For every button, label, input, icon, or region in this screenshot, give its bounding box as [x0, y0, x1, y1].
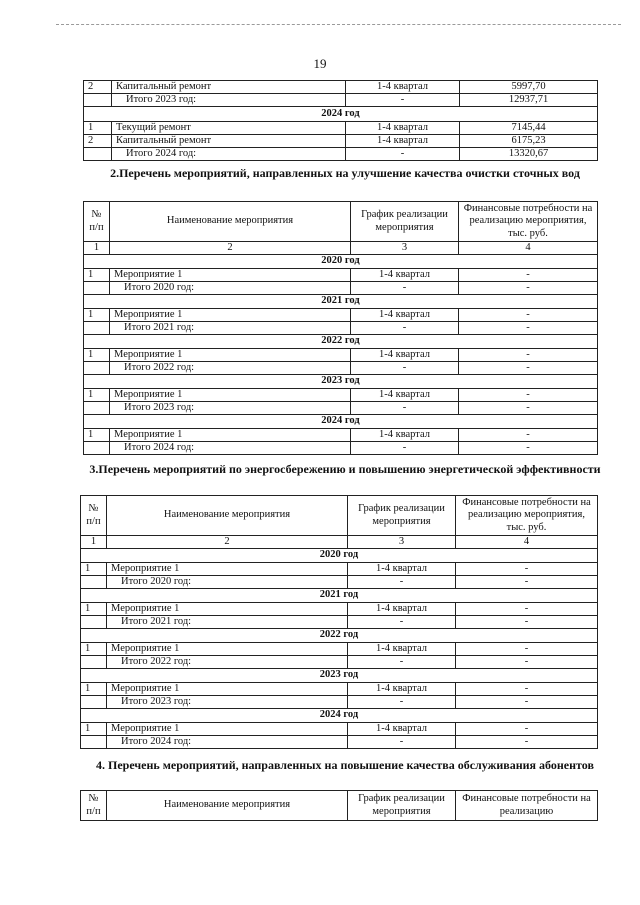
cell-schedule: -: [346, 148, 460, 161]
cell-schedule: 1-4 квартал: [351, 348, 459, 361]
cell-num: [81, 735, 107, 748]
cell-amount: 5997,70: [460, 81, 598, 94]
cell-amount: -: [459, 308, 598, 321]
cell-amount: -: [459, 428, 598, 441]
year-label: 2024 год: [84, 414, 598, 428]
cell-amount: -: [459, 361, 598, 374]
cell-schedule: -: [348, 575, 456, 588]
cell-amount: -: [456, 682, 598, 695]
header-finance: Финансовые потребности на реализацию мероприятия, тыс. руб.: [456, 496, 598, 536]
cell-amount: -: [459, 401, 598, 414]
table-row: [81, 682, 598, 695]
col-number: 3: [351, 242, 459, 255]
section-3-table: [80, 495, 598, 749]
header-num: № п/п: [81, 791, 107, 821]
cell-name: Мероприятие 1: [107, 642, 348, 655]
cell-name: Мероприятие 1: [110, 388, 351, 401]
cell-schedule: -: [351, 401, 459, 414]
cell-num: 1: [84, 428, 110, 441]
year-label: 2020 год: [81, 548, 598, 562]
cell-schedule: 1-4 квартал: [346, 122, 460, 135]
table-row: [81, 602, 598, 615]
year-row: [84, 294, 598, 308]
table-row: [84, 122, 598, 135]
top-table: [83, 80, 598, 161]
cell-schedule: 1-4 квартал: [348, 642, 456, 655]
year-row: [81, 548, 598, 562]
cell-num: 2: [84, 135, 112, 148]
cell-amount: -: [459, 281, 598, 294]
cell-num: 1: [84, 122, 112, 135]
cell-name: Итого 2023 год:: [112, 94, 346, 107]
cell-num: [84, 94, 112, 107]
header-name: Наименование мероприятия: [107, 791, 348, 821]
cell-amount: -: [456, 722, 598, 735]
table-row: [84, 268, 598, 281]
table-row: [84, 428, 598, 441]
cell-name: Итого 2024 год:: [110, 441, 351, 454]
table-row: [81, 615, 598, 628]
col-number: 2: [110, 242, 351, 255]
table-header-row: [81, 791, 598, 821]
cell-schedule: -: [348, 695, 456, 708]
section-2-table: [83, 201, 598, 455]
header-num: № п/п: [84, 202, 110, 242]
table-row: [84, 348, 598, 361]
cell-num: 1: [81, 722, 107, 735]
cell-num: [84, 441, 110, 454]
cell-num: [81, 575, 107, 588]
cell-amount: 7145,44: [460, 122, 598, 135]
table-header-row: [81, 496, 598, 536]
year-row: [81, 668, 598, 682]
year-label: 2024 год: [81, 708, 598, 722]
cell-schedule: -: [348, 615, 456, 628]
col-number: 4: [459, 242, 598, 255]
table-row: [84, 94, 598, 107]
cell-name: Итого 2020 год:: [110, 281, 351, 294]
year-label: 2023 год: [84, 374, 598, 388]
cell-name: Мероприятие 1: [107, 602, 348, 615]
year-row: [81, 628, 598, 642]
cell-schedule: -: [351, 361, 459, 374]
cell-schedule: 1-4 квартал: [348, 562, 456, 575]
cell-name: Мероприятие 1: [107, 682, 348, 695]
column-numbers-row: [84, 242, 598, 255]
cell-amount: -: [459, 321, 598, 334]
year-row: [81, 708, 598, 722]
header-name: Наименование мероприятия: [110, 202, 351, 242]
year-label: 2022 год: [84, 334, 598, 348]
column-numbers-row: [81, 536, 598, 549]
section-4-title: 4. Перечень мероприятий, направленных на повышение качества обслуживания абонентов: [96, 758, 594, 772]
col-number: 2: [107, 536, 348, 549]
cell-schedule: -: [348, 735, 456, 748]
cell-amount: -: [456, 575, 598, 588]
header-schedule: График реализации мероприятия: [348, 791, 456, 821]
cell-num: [84, 401, 110, 414]
table-row: [84, 361, 598, 374]
cell-amount: -: [456, 615, 598, 628]
col-number: 1: [81, 536, 107, 549]
cell-amount: -: [456, 695, 598, 708]
header-name: Наименование мероприятия: [107, 496, 348, 536]
cell-name: Итого 2023 год:: [107, 695, 348, 708]
header-finance: Финансовые потребности на реализацию мероприятия, тыс. руб.: [459, 202, 598, 242]
year-row: [84, 107, 598, 122]
col-number: 4: [456, 536, 598, 549]
section-2-title: 2.Перечень мероприятий, направленных на улучшение качества очистки сточных вод: [110, 166, 580, 180]
cell-amount: 13320,67: [460, 148, 598, 161]
cell-amount: -: [459, 388, 598, 401]
year-label: 2020 год: [84, 254, 598, 268]
year-label: 2021 год: [84, 294, 598, 308]
cell-num: [81, 615, 107, 628]
cell-schedule: 1-4 квартал: [351, 268, 459, 281]
cell-schedule: -: [348, 655, 456, 668]
cell-name: Итого 2022 год:: [110, 361, 351, 374]
header-num: № п/п: [81, 496, 107, 536]
cell-num: 1: [81, 682, 107, 695]
cell-schedule: 1-4 квартал: [348, 682, 456, 695]
table-row: [84, 388, 598, 401]
cell-schedule: 1-4 квартал: [351, 388, 459, 401]
cell-num: 1: [84, 388, 110, 401]
cell-name: Текущий ремонт: [112, 122, 346, 135]
cell-num: [84, 321, 110, 334]
year-label: 2023 год: [81, 668, 598, 682]
table-row: [84, 321, 598, 334]
header-schedule: График реализации мероприятия: [348, 496, 456, 536]
cell-name: Итого 2021 год:: [107, 615, 348, 628]
cell-name: Итого 2024 год:: [112, 148, 346, 161]
year-row: [84, 414, 598, 428]
cell-num: [81, 695, 107, 708]
cell-amount: -: [459, 268, 598, 281]
cell-amount: -: [456, 602, 598, 615]
table-row: [81, 655, 598, 668]
cell-amount: -: [456, 642, 598, 655]
cell-num: [84, 361, 110, 374]
table-row: [81, 735, 598, 748]
cell-name: Мероприятие 1: [107, 562, 348, 575]
cell-amount: -: [459, 441, 598, 454]
table-row: [81, 722, 598, 735]
cell-amount: 12937,71: [460, 94, 598, 107]
cell-name: Капитальный ремонт: [112, 135, 346, 148]
header-finance: Финансовые потребности на реализацию: [456, 791, 598, 821]
cell-amount: 6175,23: [460, 135, 598, 148]
table-row: [81, 562, 598, 575]
cell-num: 1: [81, 642, 107, 655]
cell-schedule: 1-4 квартал: [351, 308, 459, 321]
page-number: 19: [313, 56, 327, 71]
table-row: [81, 695, 598, 708]
table-row: [84, 148, 598, 161]
table-row: [84, 135, 598, 148]
cell-amount: -: [456, 735, 598, 748]
table-row: [81, 575, 598, 588]
year-label: 2021 год: [81, 588, 598, 602]
top-scan-rule: [56, 24, 621, 25]
table-row: [84, 308, 598, 321]
year-row: [84, 334, 598, 348]
cell-amount: -: [456, 655, 598, 668]
cell-schedule: 1-4 квартал: [348, 722, 456, 735]
cell-num: 1: [84, 348, 110, 361]
year-row: [84, 374, 598, 388]
cell-num: 1: [84, 268, 110, 281]
cell-num: [84, 281, 110, 294]
header-schedule: График реализации мероприятия: [351, 202, 459, 242]
cell-num: [84, 148, 112, 161]
cell-num: 1: [81, 562, 107, 575]
cell-num: 1: [84, 308, 110, 321]
year-row: [81, 588, 598, 602]
cell-name: Итого 2022 год:: [107, 655, 348, 668]
cell-name: Итого 2020 год:: [107, 575, 348, 588]
table-row: [84, 281, 598, 294]
cell-schedule: 1-4 квартал: [346, 135, 460, 148]
cell-schedule: -: [351, 321, 459, 334]
cell-schedule: 1-4 квартал: [351, 428, 459, 441]
cell-name: Итого 2021 год:: [110, 321, 351, 334]
col-number: 1: [84, 242, 110, 255]
cell-name: Капитальный ремонт: [112, 81, 346, 94]
cell-num: 1: [81, 602, 107, 615]
year-label: 2022 год: [81, 628, 598, 642]
cell-name: Мероприятие 1: [110, 268, 351, 281]
table-row: [84, 81, 598, 94]
cell-schedule: 1-4 квартал: [346, 81, 460, 94]
cell-schedule: -: [346, 94, 460, 107]
col-number: 3: [348, 536, 456, 549]
year-row: [84, 254, 598, 268]
cell-name: Мероприятие 1: [110, 348, 351, 361]
cell-name: Мероприятие 1: [110, 308, 351, 321]
year-label: 2024 год: [84, 107, 598, 122]
table-row: [81, 642, 598, 655]
cell-name: Итого 2024 год:: [107, 735, 348, 748]
cell-amount: -: [456, 562, 598, 575]
section-3-title: 3.Перечень мероприятий по энергосбережению и повышению энергетической эффективности: [89, 462, 601, 476]
section-4-table: [80, 790, 598, 821]
cell-num: [81, 655, 107, 668]
cell-schedule: -: [351, 441, 459, 454]
cell-name: Мероприятие 1: [107, 722, 348, 735]
table-header-row: [84, 202, 598, 242]
table-row: [84, 441, 598, 454]
table-row: [84, 401, 598, 414]
cell-schedule: -: [351, 281, 459, 294]
cell-amount: -: [459, 348, 598, 361]
cell-name: Итого 2023 год:: [110, 401, 351, 414]
cell-name: Мероприятие 1: [110, 428, 351, 441]
cell-schedule: 1-4 квартал: [348, 602, 456, 615]
cell-num: 2: [84, 81, 112, 94]
